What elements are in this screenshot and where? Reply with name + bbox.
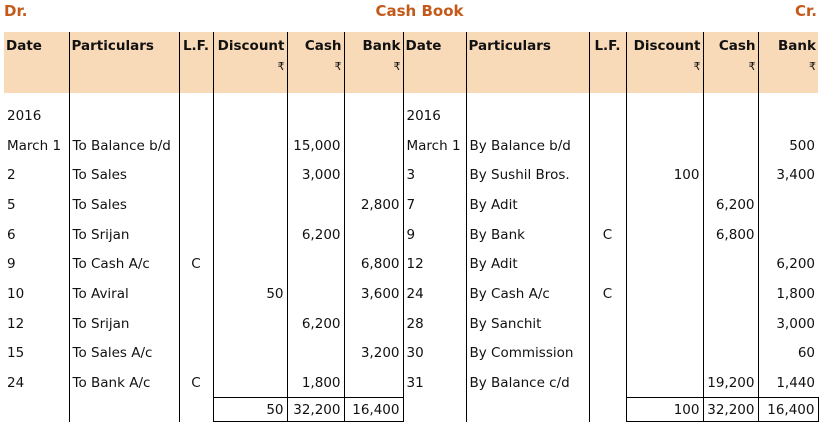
- credit-label: Cr.: [795, 2, 817, 20]
- credit-particulars: By Balance b/d: [466, 131, 589, 161]
- debit-lf: [179, 339, 213, 369]
- debit-cash: [287, 279, 344, 309]
- debit-lf: [179, 220, 213, 250]
- credit-bank: 500: [758, 131, 818, 161]
- rupee-icon: ₹: [693, 60, 701, 73]
- debit-discount: [213, 160, 287, 190]
- credit-lf: C: [589, 220, 626, 250]
- credit-bank: 6,200: [758, 249, 818, 279]
- debit-discount: [213, 339, 287, 369]
- credit-date: 7: [403, 190, 466, 220]
- credit-date: 3: [403, 160, 466, 190]
- credit-discount: [626, 339, 703, 369]
- credit-total-bank: 16,400: [758, 398, 818, 422]
- debit-particulars: To Srijan: [69, 220, 179, 250]
- table-row: [4, 101, 818, 131]
- table-row: [4, 279, 818, 309]
- rupee-icon: ₹: [809, 60, 816, 73]
- credit-bank: [758, 190, 818, 220]
- debit-discount: [213, 220, 287, 250]
- table-row: [4, 131, 818, 161]
- debit-total-bank: 16,400: [344, 398, 403, 422]
- credit-date: 24: [403, 279, 466, 309]
- debit-date: 9: [7, 256, 16, 273]
- header-row: [4, 32, 818, 93]
- credit-discount: [626, 101, 703, 131]
- debit-cash: [287, 339, 344, 369]
- debit-discount: [213, 131, 287, 161]
- debit-particulars: To Srijan: [69, 309, 179, 339]
- col-header-date: Date: [4, 32, 69, 93]
- credit-discount: [626, 279, 703, 309]
- table-row: [4, 190, 818, 220]
- credit-bank: 60: [758, 339, 818, 369]
- debit-bank: [344, 160, 403, 190]
- credit-cash: [703, 279, 758, 309]
- credit-lf: [589, 190, 626, 220]
- debit-lf: C: [179, 249, 213, 279]
- credit-particulars: By Cash A/c: [466, 279, 589, 309]
- debit-label: Dr.: [4, 2, 28, 20]
- debit-discount: [213, 190, 287, 220]
- debit-lf: [179, 131, 213, 161]
- debit-lf: [179, 101, 213, 131]
- debit-cash: 6,200: [287, 220, 344, 250]
- credit-particulars: [466, 101, 589, 131]
- credit-bank: [758, 101, 818, 131]
- debit-bank: 6,800: [344, 249, 403, 279]
- debit-bank: [344, 368, 403, 398]
- rupee-icon: ₹: [277, 60, 285, 73]
- debit-bank: [344, 131, 403, 161]
- debit-particulars: To Sales A/c: [69, 339, 179, 369]
- debit-bank: 3,600: [344, 279, 403, 309]
- credit-discount: [626, 249, 703, 279]
- credit-total-cash: 32,200: [703, 398, 758, 422]
- credit-lf: [589, 131, 626, 161]
- debit-date: 5: [7, 196, 16, 213]
- credit-bank: [758, 220, 818, 250]
- credit-bank: 1,440: [758, 368, 818, 398]
- col-header-lf: L.F.: [179, 32, 213, 93]
- debit-bank: 3,200: [344, 339, 403, 369]
- credit-particulars: By Commission: [466, 339, 589, 369]
- credit-date: 30: [403, 339, 466, 369]
- debit-particulars: To Aviral: [69, 279, 179, 309]
- credit-discount: [626, 190, 703, 220]
- credit-bank: 1,800: [758, 279, 818, 309]
- col-header-date: Date: [403, 32, 466, 93]
- debit-cash: 6,200: [287, 309, 344, 339]
- credit-discount: 100: [626, 160, 703, 190]
- credit-lf: C: [589, 279, 626, 309]
- debit-cash: 15,000: [287, 131, 344, 161]
- credit-date: 2016: [403, 101, 466, 131]
- debit-total-cash: 32,200: [287, 398, 344, 422]
- rupee-icon: ₹: [393, 60, 401, 73]
- credit-lf: [589, 160, 626, 190]
- table-row: [4, 309, 818, 339]
- debit-total-discount: 50: [213, 398, 287, 422]
- col-header-cash: Cash ₹: [287, 32, 344, 93]
- col-header-particulars: Particulars: [466, 32, 589, 93]
- table-row: [4, 160, 818, 190]
- debit-particulars: To Sales: [69, 160, 179, 190]
- debit-date: 2: [7, 167, 16, 184]
- credit-particulars: By Sanchit: [466, 309, 589, 339]
- credit-date: March 1: [403, 131, 466, 161]
- credit-discount: [626, 220, 703, 250]
- col-header-cash: Cash ₹: [703, 32, 758, 93]
- debit-lf: C: [179, 368, 213, 398]
- credit-cash: [703, 101, 758, 131]
- debit-discount: [213, 368, 287, 398]
- credit-date: 12: [403, 249, 466, 279]
- credit-cash: 6,200: [703, 190, 758, 220]
- credit-cash: [703, 339, 758, 369]
- col-header-bank: Bank ₹: [758, 32, 818, 93]
- credit-bank: 3,000: [758, 309, 818, 339]
- table-row: [4, 220, 818, 250]
- credit-total-discount: 100: [626, 398, 703, 422]
- credit-discount: [626, 131, 703, 161]
- credit-lf: [589, 249, 626, 279]
- debit-particulars: To Balance b/d: [69, 131, 179, 161]
- debit-date: 12: [7, 315, 25, 332]
- credit-cash: [703, 160, 758, 190]
- debit-cash: [287, 249, 344, 279]
- debit-cash: [287, 101, 344, 131]
- debit-cash: [287, 190, 344, 220]
- credit-particulars: By Adit: [466, 249, 589, 279]
- debit-date: 6: [7, 226, 16, 243]
- col-header-discount: Discount ₹: [213, 32, 287, 93]
- credit-cash: [703, 249, 758, 279]
- debit-cash: 3,000: [287, 160, 344, 190]
- debit-bank: [344, 220, 403, 250]
- credit-date: 31: [403, 368, 466, 398]
- credit-discount: [626, 368, 703, 398]
- debit-discount: 50: [213, 279, 287, 309]
- col-header-particulars: Particulars: [69, 32, 179, 93]
- credit-particulars: By Sushil Bros.: [466, 160, 589, 190]
- debit-particulars: [69, 101, 179, 131]
- credit-cash: [703, 131, 758, 161]
- col-header-lf: L.F.: [589, 32, 626, 93]
- cash-book-table: [4, 32, 819, 422]
- debit-particulars: To Cash A/c: [69, 249, 179, 279]
- credit-date: 9: [403, 220, 466, 250]
- credit-bank: 3,400: [758, 160, 818, 190]
- debit-date: 24: [7, 375, 25, 392]
- debit-lf: [179, 279, 213, 309]
- debit-bank: [344, 101, 403, 131]
- table-row: [4, 249, 818, 279]
- totals-row: [4, 398, 818, 422]
- page-title: Cash Book: [375, 2, 464, 20]
- debit-discount: [213, 249, 287, 279]
- spacer-row: [4, 93, 818, 101]
- col-header-discount: Discount ₹: [626, 32, 703, 93]
- debit-bank: [344, 309, 403, 339]
- rupee-icon: ₹: [334, 60, 342, 73]
- credit-cash: 19,200: [703, 368, 758, 398]
- credit-cash: [703, 309, 758, 339]
- debit-date: March 1: [7, 137, 62, 154]
- table-row: [4, 368, 818, 398]
- debit-lf: [179, 309, 213, 339]
- debit-particulars: To Sales: [69, 190, 179, 220]
- debit-discount: [213, 101, 287, 131]
- credit-particulars: By Balance c/d: [466, 368, 589, 398]
- debit-date: 10: [7, 285, 25, 302]
- credit-lf: [589, 101, 626, 131]
- debit-lf: [179, 190, 213, 220]
- debit-discount: [213, 309, 287, 339]
- credit-cash: 6,800: [703, 220, 758, 250]
- col-header-bank: Bank ₹: [344, 32, 403, 93]
- debit-bank: 2,800: [344, 190, 403, 220]
- debit-lf: [179, 160, 213, 190]
- credit-lf: [589, 368, 626, 398]
- table-row: [4, 339, 818, 369]
- credit-lf: [589, 339, 626, 369]
- credit-particulars: By Adit: [466, 190, 589, 220]
- debit-date: 2016: [7, 107, 42, 124]
- credit-discount: [626, 309, 703, 339]
- debit-date: 15: [7, 345, 25, 362]
- rupee-icon: ₹: [748, 60, 756, 73]
- credit-particulars: By Bank: [466, 220, 589, 250]
- credit-date: 28: [403, 309, 466, 339]
- debit-cash: 1,800: [287, 368, 344, 398]
- debit-particulars: To Bank A/c: [69, 368, 179, 398]
- credit-lf: [589, 309, 626, 339]
